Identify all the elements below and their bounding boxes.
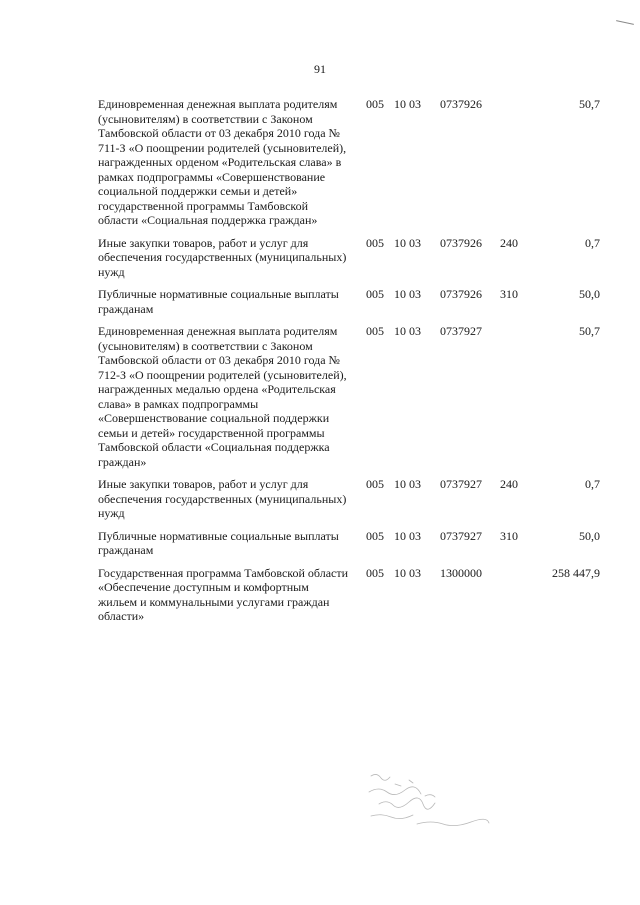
table-row [98,236,602,280]
section-code: 10 03 [394,324,421,338]
amount: 0,7 [585,477,600,491]
amount: 0,7 [585,235,600,250]
row-description: Единовременная денежная выплата родителям (усыновителям) в соответствии с Законом Тамбовской области от 03 декабря 2010 года № 711-З «О поощрении родителей (усыновителей), награжденных орденом «Родительская слава» в рамках подпрограммы «Совершенствование социальной поддержки семьи и детей» государственной программы Тамбовской области «Социальная поддержка граждан» [98,97,347,227]
target-code: 0737927 [440,324,482,338]
row-description: Государственная программа Тамбовской области «Обеспечение доступным и комфортным жильем и коммунальными услугами граждан области» [98,565,349,623]
admin-code: 005 [366,97,384,111]
budget-table [98,97,602,632]
scan-artifact [616,20,634,25]
admin-code: 005 [366,477,384,491]
row-description: Публичные нормативные социальные выплаты гражданам [98,528,339,557]
expense-type: 310 [500,287,518,301]
table-row [98,529,602,558]
stamp-mark [365,768,495,838]
section-code: 10 03 [394,97,421,111]
target-code: 1300000 [440,565,482,580]
target-code: 0737927 [440,528,482,543]
page-number: 91 [314,62,326,76]
amount: 50,0 [579,528,600,543]
admin-code: 005 [366,235,384,250]
table-row [98,287,602,316]
row-description: Единовременная денежная выплата родителям (усыновителям) в соответствии с Законом Тамбовской области от 03 декабря 2010 года № 712-З «О поощрении родителей (усыновителей), награжденных медалью ордена «Родительская слава» в рамках подпрограммы «Совершенствование социальной поддержки семьи и детей» государственной программы Тамбовской области «Социальная поддержка граждан» [98,324,347,469]
admin-code: 005 [366,324,384,338]
row-description: Иные закупки товаров, работ и услуг для обеспечения государственных (муниципальных) нужд [98,477,347,520]
section-code: 10 03 [394,528,421,543]
expense-type: 310 [500,528,518,543]
amount: 50,0 [579,287,600,301]
row-description: Публичные нормативные социальные выплаты гражданам [98,287,339,316]
target-code: 0737926 [440,235,482,250]
table-row [98,477,602,521]
expense-type: 240 [500,235,518,250]
section-code: 10 03 [394,477,421,491]
row-description: Иные закупки товаров, работ и услуг для обеспечения государственных (муниципальных) нужд [98,235,347,279]
section-code: 10 03 [394,565,421,580]
expense-type: 240 [500,477,518,491]
admin-code: 005 [366,528,384,543]
admin-code: 005 [366,287,384,301]
table-row [98,97,602,228]
amount: 50,7 [579,97,600,111]
admin-code: 005 [366,565,384,580]
target-code: 0737926 [440,97,482,111]
amount: 258 447,9 [552,565,600,580]
section-code: 10 03 [394,235,421,250]
amount: 50,7 [579,324,600,338]
table-row [98,324,602,469]
target-code: 0737926 [440,287,482,301]
section-code: 10 03 [394,287,421,301]
target-code: 0737927 [440,477,482,491]
table-row [98,566,602,624]
